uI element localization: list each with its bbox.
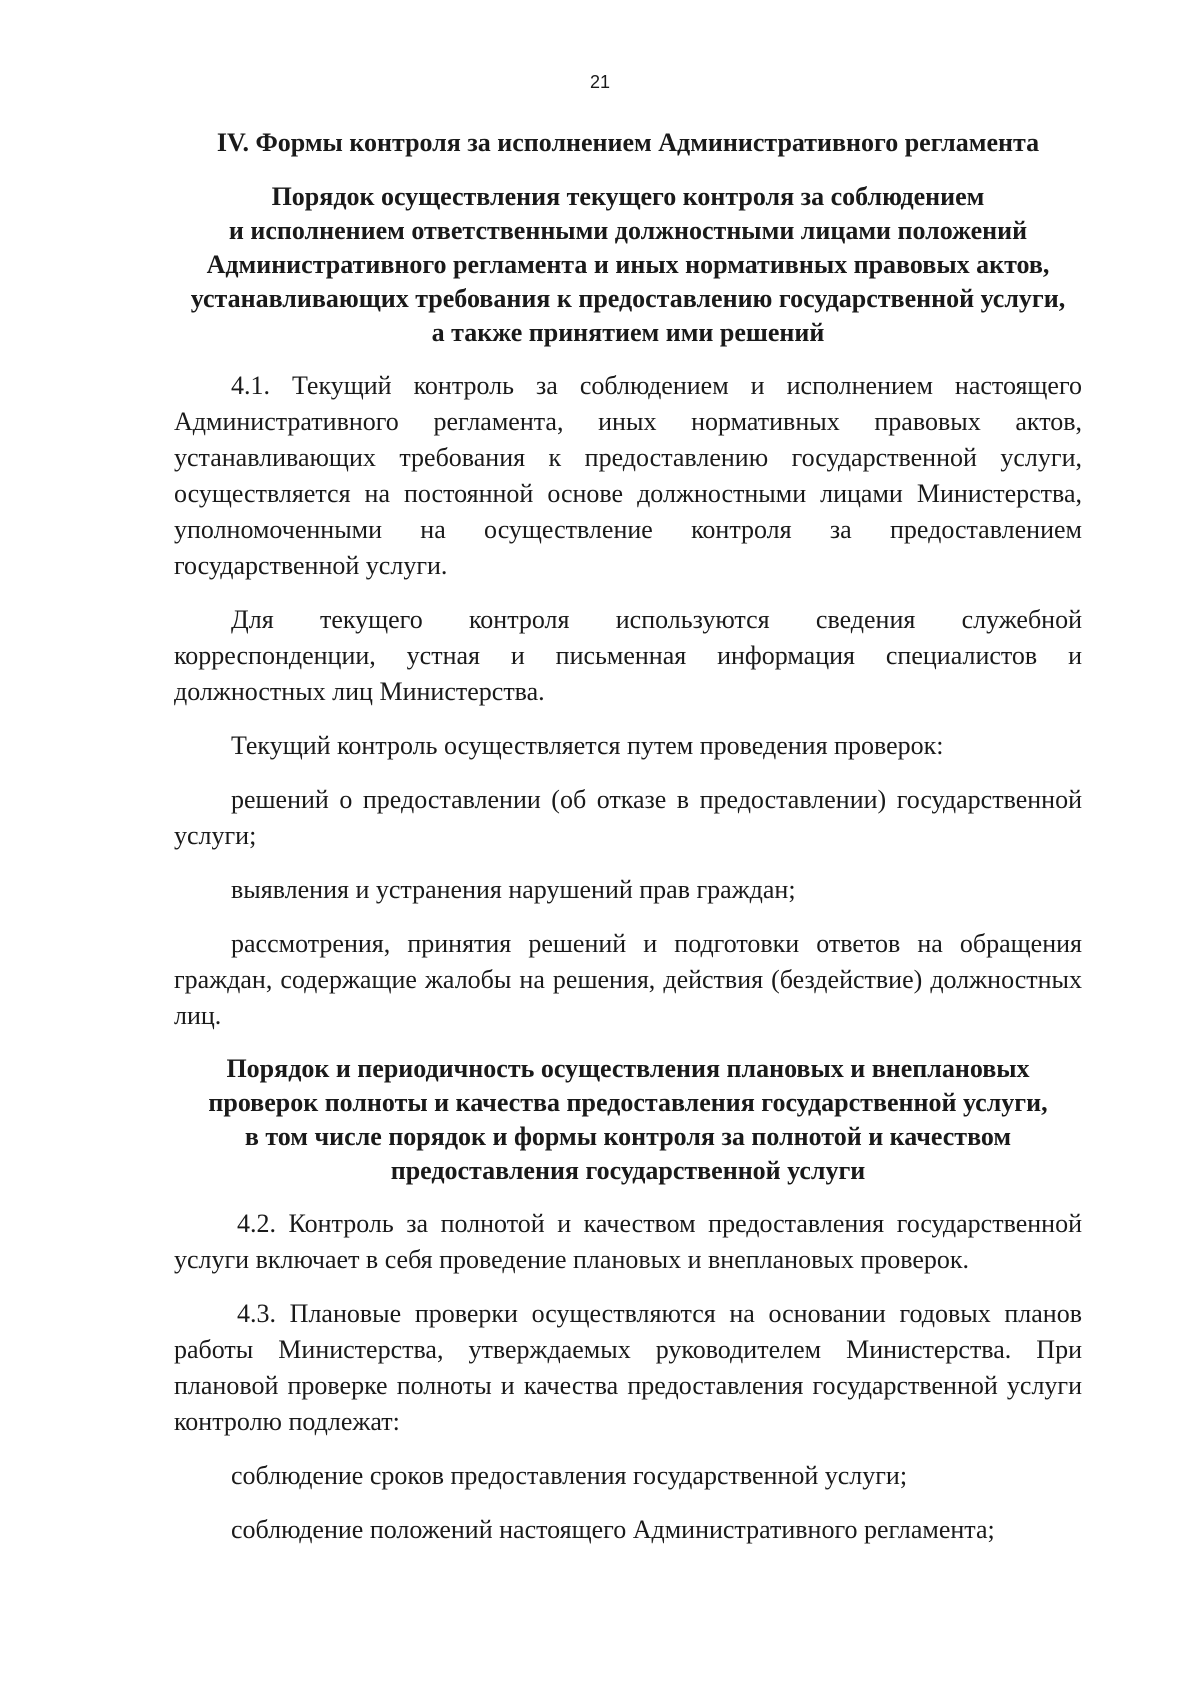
- subheading-inspections: [174, 1052, 1082, 1188]
- subheading-line: в том числе порядок и формы контроля за полнотой и качеством: [244, 1122, 1012, 1151]
- subheading-line: и исполнением ответственными должностными лицами положений: [228, 216, 1028, 245]
- section-title: IV. Формы контроля за исполнением Административного регламента: [216, 128, 1040, 157]
- paragraph: Для текущего контроля используются сведения служебной корреспонденции, устная и письменная информация специалистов и должностных лиц Министерства.: [174, 605, 1082, 706]
- list-item: соблюдение положений настоящего Административного регламента;: [231, 1515, 995, 1544]
- subheading-line: устанавливающих требования к предоставлению государственной услуги,: [190, 284, 1066, 313]
- subheading-current-control: [174, 180, 1082, 350]
- paragraph-4-1: 4.1. Текущий контроль за соблюдением и исполнением настоящего Административного регламента, иных нормативных правовых актов, устанавливающих требования к предоставлению государственной услуги, осуществляется на постоянной основе должностными лицами Министерства, уполномоченными на осуществление контроля за предоставлением государственной услуги.: [174, 371, 1082, 580]
- list-item: выявления и устранения нарушений прав граждан;: [231, 875, 796, 904]
- paragraph: Текущий контроль осуществляется путем проведения проверок:: [231, 731, 944, 760]
- subheading-line: а также принятием ими решений: [431, 318, 825, 347]
- document-body: [174, 126, 1082, 1566]
- list-item: решений о предоставлении (об отказе в предоставлении) государственной услуги;: [174, 785, 1082, 850]
- subheading-line: проверок полноты и качества предоставления государственной услуги,: [208, 1088, 1048, 1117]
- subheading-line: Административного регламента и иных нормативных правовых актов,: [206, 250, 1050, 279]
- list-item: рассмотрения, принятия решений и подготовки ответов на обращения граждан, содержащие жалобы на решения, действия (бездействие) должностных лиц.: [174, 929, 1082, 1030]
- subheading-line: Порядок и периодичность осуществления плановых и внеплановых: [226, 1054, 1030, 1083]
- list-item: соблюдение сроков предоставления государственной услуги;: [231, 1461, 908, 1490]
- paragraph-4-2: 4.2. Контроль за полнотой и качеством предоставления государственной услуги включает в себя проведение плановых и внеплановых проверок.: [174, 1209, 1082, 1274]
- subheading-line: предоставления государственной услуги: [390, 1156, 866, 1185]
- page-number: 21: [589, 72, 611, 92]
- paragraph-4-3: 4.3. Плановые проверки осуществляются на основании годовых планов работы Министерства, утверждаемых руководителем Министерства. При плановой проверке полноты и качества предоставления государственной услуги контролю подлежат:: [174, 1299, 1082, 1436]
- subheading-line: Порядок осуществления текущего контроля за соблюдением: [271, 182, 985, 211]
